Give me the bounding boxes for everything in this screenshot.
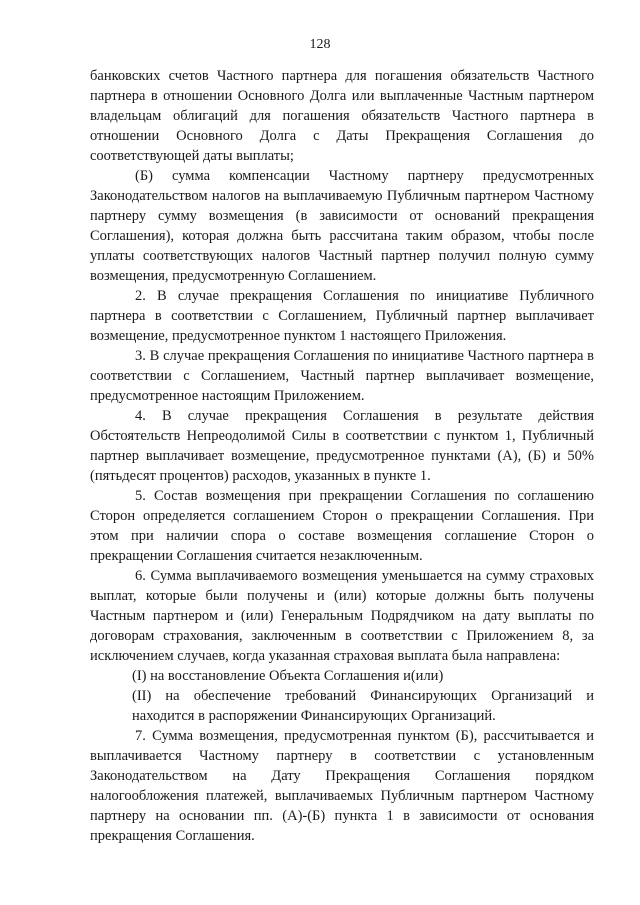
document-body xyxy=(90,66,594,846)
paragraph-6: 6. Сумма выплачиваемого возмещения уменьшается на сумму страховых выплат, которые были получены и (или) которые должны быть получены Частным партнером и (или) Генеральным Подрядчиком на дату выплаты по договорам страхования, заключенным в соответствии с Приложением 8, за исключением случаев, когда указанная страховая выплата была направлена: xyxy=(90,568,594,664)
page-number: 128 xyxy=(309,37,331,52)
paragraph-3: 3. В случае прекращения Соглашения по инициативе Частного партнера в соответствии с Соглашением, Частный партнер выплачивает возмещение, предусмотренное настоящим Приложением. xyxy=(90,348,594,404)
paragraph-7: 7. Сумма возмещения, предусмотренная пунктом (Б), рассчитывается и выплачивается Частному партнеру в соответствии с установленным Законодательством на Дату Прекращения Соглашения порядком налогообложения платежей, выплачиваемых Публичным партнером Частному партнеру на основании пп. (А)-(Б) пункта 1 в зависимости от основания прекращения Соглашения. xyxy=(90,728,594,844)
paragraph-5: 5. Состав возмещения при прекращении Соглашения по соглашению Сторон определяется соглашением Сторон о прекращении Соглашения. При этом при наличии спора о составе возмещения соглашение Сторон о прекращении Соглашения считается незаключенным. xyxy=(90,488,594,564)
paragraph-6-subitem-1: (I) на восстановление Объекта Соглашения и(или) xyxy=(132,668,444,684)
paragraph-4: 4. В случае прекращения Соглашения в результате действия Обстоятельств Непреодолимой Силы в соответствии с пунктом 1, Публичный партнер выплачивает возмещение, предусмотренное пунктами (А), (Б) и 50% (пятьдесят процентов) расходов, указанных в пункте 1. xyxy=(90,408,594,484)
paragraph-6-subitem-2: (II) на обеспечение требований Финансирующих Организаций и находится в распоряжении Финансирующих Организаций. xyxy=(132,688,594,724)
paragraph-2: 2. В случае прекращения Соглашения по инициативе Публичного партнера в соответствии с Соглашением, Публичный партнер выплачивает возмещение, предусмотренное пунктом 1 настоящего Приложения. xyxy=(90,288,594,344)
paragraph-continuation: банковских счетов Частного партнера для погашения обязательств Частного партнера в отношении Основного Долга или выплаченные Частным партнером владельцам облигаций для погашения обязательств Частного партнера в отношении Основного Долга с Даты Прекращения Соглашения до соответствующей даты выплаты; xyxy=(90,68,594,164)
paragraph-item-b: (Б) сумма компенсации Частному партнеру предусмотренных Законодательством налогов на выплачиваемую Публичным партнером Частному партнеру сумму возмещения (в зависимости от оснований прекращения Соглашения), которая должна быть рассчитана таким образом, чтобы после уплаты соответствующих налогов Частный партнер получил полную сумму возмещения, предусмотренную Соглашением. xyxy=(90,168,594,284)
